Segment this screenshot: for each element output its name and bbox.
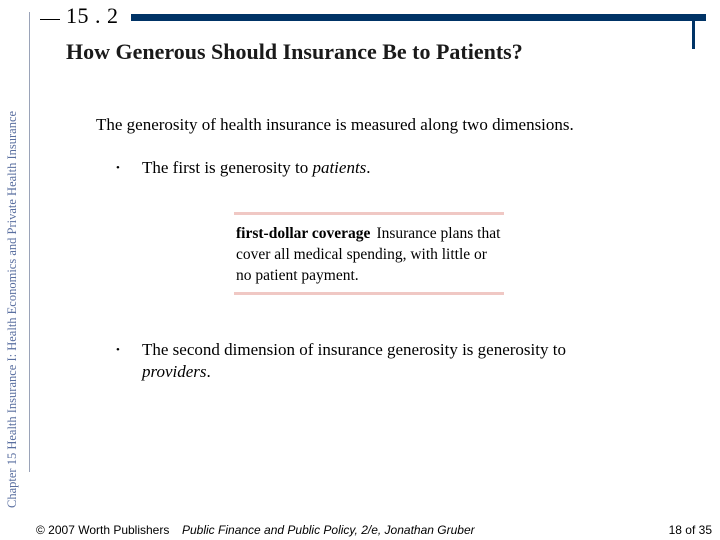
section-number: 15 . 2 [66, 3, 119, 28]
definition-body: Insurance plans that cover all medical spending, with little or no patient payment. [236, 225, 501, 284]
section-tick-mark [40, 19, 60, 20]
definition-box [234, 212, 504, 295]
definition-text [234, 215, 504, 292]
bullet-providers-text: The second dimension of insurance generosity is generosity to providers. [142, 340, 566, 381]
bullet-dot-icon: • [116, 162, 120, 174]
slide-title: How Generous Should Insurance Be to Patients? [66, 39, 523, 64]
slide-footer [36, 521, 712, 539]
bullet-providers [116, 339, 606, 383]
bullet-dot-icon: • [116, 344, 120, 356]
chapter-sidebar-title: Chapter 15 Health Insurance I: Health Economics and Private Health Insurance [5, 110, 19, 508]
header-accent-stub [692, 21, 695, 49]
header-accent-bar [131, 14, 706, 21]
emphasis-providers: providers [142, 362, 207, 381]
intro-text: The generosity of health insurance is measured along two dimensions. [96, 115, 574, 134]
definition-term: first-dollar coverage [236, 225, 371, 242]
bullet-patients-text: The first is generosity to patients. [142, 158, 371, 177]
book-title: Public Finance and Public Policy, 2/e, Jonathan Gruber [182, 523, 475, 537]
copyright-text: © 2007 Worth Publishers [36, 523, 170, 537]
bullet-patients [116, 157, 371, 179]
emphasis-patients: patients [312, 158, 367, 177]
page-counter: 18 of 35 [668, 523, 712, 537]
sidebar-divider [29, 12, 30, 472]
definition-bottom-rule [234, 292, 504, 295]
